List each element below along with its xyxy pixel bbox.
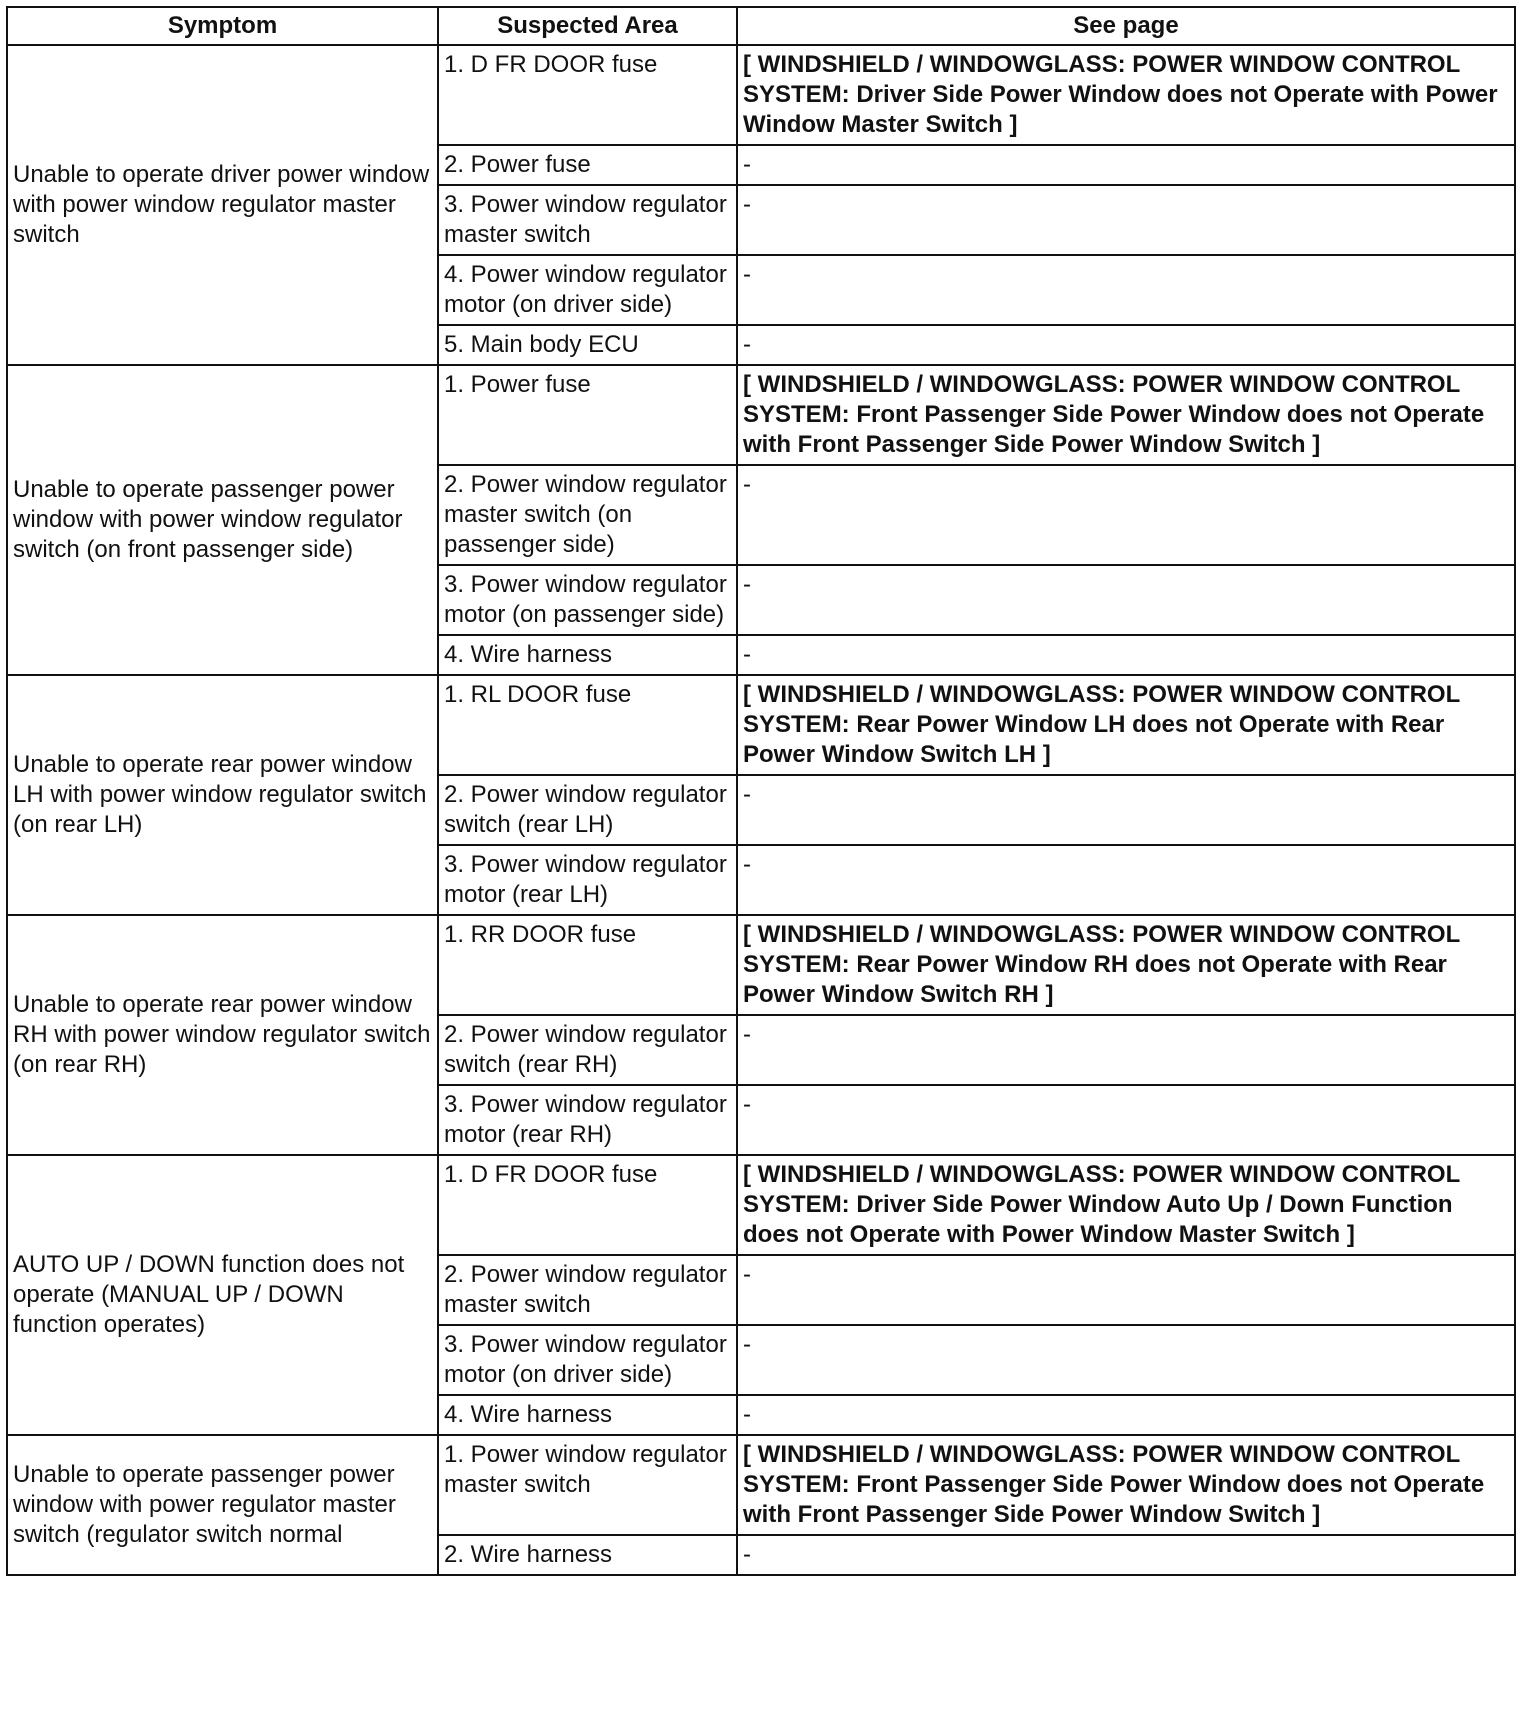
suspected-area-cell: 2. Power window regulator master switch bbox=[438, 1255, 737, 1325]
header-suspected-area: Suspected Area bbox=[438, 7, 737, 45]
header-row bbox=[7, 7, 1515, 45]
header-see-page: See page bbox=[737, 7, 1515, 45]
see-page-cell: - bbox=[737, 1395, 1515, 1435]
table-row bbox=[7, 675, 1515, 775]
see-page-cell: - bbox=[737, 845, 1515, 915]
suspected-area-cell: 3. Power window regulator motor (on driver side) bbox=[438, 1325, 737, 1395]
table-row bbox=[7, 1435, 1515, 1535]
see-page-cell: - bbox=[737, 185, 1515, 255]
table-row bbox=[7, 915, 1515, 1015]
suspected-area-cell: 1. RL DOOR fuse bbox=[438, 675, 737, 775]
suspected-area-cell: 3. Power window regulator motor (rear RH) bbox=[438, 1085, 737, 1155]
see-page-cell: - bbox=[737, 565, 1515, 635]
see-page-cell: - bbox=[737, 1015, 1515, 1085]
see-page-cell: - bbox=[737, 255, 1515, 325]
suspected-area-cell: 2. Power window regulator switch (rear RH) bbox=[438, 1015, 737, 1085]
table-row bbox=[7, 365, 1515, 465]
troubleshooting-sheet bbox=[6, 6, 1516, 1576]
suspected-area-cell: 5. Main body ECU bbox=[438, 325, 737, 365]
suspected-area-cell: 1. D FR DOOR fuse bbox=[438, 1155, 737, 1255]
suspected-area-cell: 4. Wire harness bbox=[438, 635, 737, 675]
symptom-cell: Unable to operate passenger power window with power regulator master switch (regulator switch normal bbox=[7, 1435, 438, 1575]
suspected-area-cell: 3. Power window regulator motor (on passenger side) bbox=[438, 565, 737, 635]
see-page-cell: - bbox=[737, 465, 1515, 565]
suspected-area-cell: 2. Power fuse bbox=[438, 145, 737, 185]
table-body bbox=[7, 45, 1515, 1575]
symptom-cell: AUTO UP / DOWN function does not operate (MANUAL UP / DOWN function operates) bbox=[7, 1155, 438, 1435]
see-page-link[interactable]: [ WINDSHIELD / WINDOWGLASS: POWER WINDOW CONTROL SYSTEM: Rear Power Window RH does not Operate with Rear Power Window Switch RH ] bbox=[737, 915, 1515, 1015]
suspected-area-cell: 3. Power window regulator motor (rear LH) bbox=[438, 845, 737, 915]
see-page-cell: - bbox=[737, 1325, 1515, 1395]
see-page-link[interactable]: [ WINDSHIELD / WINDOWGLASS: POWER WINDOW CONTROL SYSTEM: Rear Power Window LH does not Operate with Rear Power Window Switch LH ] bbox=[737, 675, 1515, 775]
table-row bbox=[7, 45, 1515, 145]
see-page-link[interactable]: [ WINDSHIELD / WINDOWGLASS: POWER WINDOW CONTROL SYSTEM: Driver Side Power Window Auto Up / Down Function does not Operate with Power Window Master Switch ] bbox=[737, 1155, 1515, 1255]
see-page-cell: - bbox=[737, 1085, 1515, 1155]
suspected-area-cell: 1. Power fuse bbox=[438, 365, 737, 465]
see-page-link[interactable]: [ WINDSHIELD / WINDOWGLASS: POWER WINDOW CONTROL SYSTEM: Driver Side Power Window does not Operate with Power Window Master Switch ] bbox=[737, 45, 1515, 145]
suspected-area-cell: 1. RR DOOR fuse bbox=[438, 915, 737, 1015]
see-page-cell: - bbox=[737, 1255, 1515, 1325]
symptom-cell: Unable to operate driver power window with power window regulator master switch bbox=[7, 45, 438, 365]
suspected-area-cell: 2. Power window regulator switch (rear LH) bbox=[438, 775, 737, 845]
see-page-cell: - bbox=[737, 145, 1515, 185]
see-page-link[interactable]: [ WINDSHIELD / WINDOWGLASS: POWER WINDOW CONTROL SYSTEM: Front Passenger Side Power Window does not Operate with Front Passenger Side Power Window Switch ] bbox=[737, 365, 1515, 465]
suspected-area-cell: 2. Wire harness bbox=[438, 1535, 737, 1575]
see-page-cell: - bbox=[737, 325, 1515, 365]
suspected-area-cell: 4. Power window regulator motor (on driver side) bbox=[438, 255, 737, 325]
table-row bbox=[7, 1155, 1515, 1255]
see-page-link[interactable]: [ WINDSHIELD / WINDOWGLASS: POWER WINDOW CONTROL SYSTEM: Front Passenger Side Power Window does not Operate with Front Passenger Side Power Window Switch ] bbox=[737, 1435, 1515, 1535]
symptom-cell: Unable to operate passenger power window with power window regulator switch (on front passenger side) bbox=[7, 365, 438, 675]
suspected-area-cell: 1. Power window regulator master switch bbox=[438, 1435, 737, 1535]
suspected-area-cell: 3. Power window regulator master switch bbox=[438, 185, 737, 255]
header-symptom: Symptom bbox=[7, 7, 438, 45]
symptom-cell: Unable to operate rear power window RH with power window regulator switch (on rear RH) bbox=[7, 915, 438, 1155]
table-header bbox=[7, 7, 1515, 45]
suspected-area-cell: 2. Power window regulator master switch (on passenger side) bbox=[438, 465, 737, 565]
see-page-cell: - bbox=[737, 775, 1515, 845]
see-page-cell: - bbox=[737, 1535, 1515, 1575]
suspected-area-cell: 4. Wire harness bbox=[438, 1395, 737, 1435]
symptom-cell: Unable to operate rear power window LH with power window regulator switch (on rear LH) bbox=[7, 675, 438, 915]
suspected-area-cell: 1. D FR DOOR fuse bbox=[438, 45, 737, 145]
problem-symptoms-table bbox=[6, 6, 1516, 1576]
see-page-cell: - bbox=[737, 635, 1515, 675]
